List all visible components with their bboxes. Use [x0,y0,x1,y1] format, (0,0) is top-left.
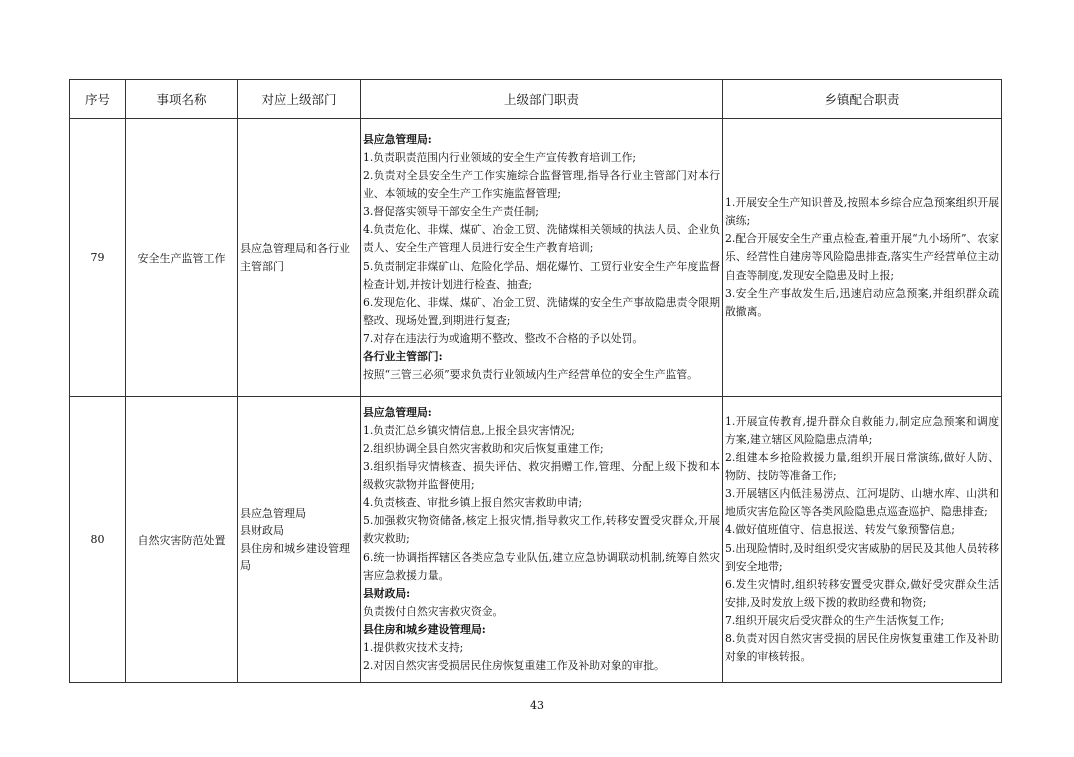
town-duty-item: 2.组建本乡抢险救援力量,组织开展日常演练,做好人防、物防、技防等准备工作; [725,451,999,483]
duty-item: 5.加强救灾物资储备,核定上报灾情,指导救灾工作,转移安置受灾群众,开展救灾救助; [363,514,720,546]
duty-department-heading: 县住房和城乡建设管理局: [363,622,486,636]
duty-item: 负责拨付自然灾害救灾资金。 [363,604,504,618]
town-duty-item: 3.开展辖区内低洼易涝点、江河堤防、山塘水库、山洪和地质灾害危险区等各类风险隐患点巡查巡护、隐患排查; [725,487,999,519]
duty-item: 2.对因自然灾害受损居民住房恢复重建工作及补助对象的审批。 [363,659,665,673]
town-duty-item: 4.做好值班值守、信息报送、转发气象预警信息; [725,523,955,537]
town-duty-item: 2.配合开展安全生产重点检查,着重开展“九小场所”、农家乐、经营性自建房等风险隐患排查,落实生产经营单位主动自查等制度,发现安全隐患及时上报; [725,232,999,282]
town-duties [723,397,1002,683]
header-item: 事项名称 [126,80,238,119]
duty-department-heading: 县应急管理局: [363,405,432,419]
duty-department-heading: 县财政局: [363,586,411,600]
header-dept: 对应上级部门 [238,80,361,119]
duty-item: 3.督促落实领导干部安全生产责任制; [363,205,539,219]
duty-item: 2.组织协调全县自然灾害救助和灾后恢复重建工作; [363,441,604,455]
table-header-row [70,80,1002,119]
header-town-duty: 乡镇配合职责 [723,80,1002,119]
item-name: 安全生产监管工作 [126,119,238,397]
superior-department: 县应急管理局 县财政局 县住房和城乡建设管理局 [238,397,361,683]
duty-table [69,79,1002,683]
duty-item: 按照“三管三必须”要求负责行业领域内生产经营单位的安全生产监管。 [363,368,698,382]
town-duty-item: 8.负责对因自然灾害受损的居民住房恢复重建工作及补助对象的审核转报。 [725,631,999,664]
header-superior-duty: 上级部门职责 [361,80,723,119]
duty-item: 1.负责职责范围内行业领域的安全生产宣传教育培训工作; [363,150,637,164]
town-duty-item: 6.发生灾情时,组织转移安置受灾群众,做好受灾群众生活安排,及时发放上级下拨的救助经费和物资; [725,577,999,609]
town-duty-item: 1.开展安全生产知识普及,按照本乡综合应急预案组织开展演练; [725,196,999,228]
duty-item: 4.负责危化、非煤、煤矿、冶金工贸、洗储煤相关领域的执法人员、企业负责人、安全生产管理人员进行安全生产教育培训; [363,223,720,255]
town-duty-item: 3.安全生产事故发生后,迅速启动应急预案,并组织群众疏散撤离。 [725,286,999,318]
duty-item: 1.负责汇总乡镇灾情信息,上报全县灾害情况; [363,423,575,437]
superior-duties [361,119,723,397]
superior-duties [361,397,723,683]
town-duty-item: 1.开展宣传教育,提升群众自救能力,制定应急预案和调度方案,建立辖区风险隐患点清单; [725,414,999,446]
superior-department: 县应急管理局和各行业主管部门 [238,119,361,397]
table-row [70,119,1002,397]
item-name: 自然灾害防范处置 [126,397,238,683]
town-duties [723,119,1002,397]
duty-department-heading: 各行业主管部门: [363,349,443,363]
duty-item: 6.统一协调指挥辖区各类应急专业队伍,建立应急协调联动机制,统筹自然灾害应急救援力量。 [363,550,720,582]
duty-department-heading: 县应急管理局: [363,132,432,146]
town-duty-item: 7.组织开展灾后受灾群众的生产生活恢复工作; [725,613,945,627]
duty-item: 7.对存在违法行为或逾期不整改、整改不合格的予以处罚。 [363,331,644,345]
header-no: 序号 [70,80,126,119]
town-duty-item: 5.出现险情时,及时组织受灾害威胁的居民及其他人员转移到安全地带; [725,541,999,573]
row-number: 79 [70,119,126,397]
row-number: 80 [70,397,126,683]
duty-item: 5.负责制定非煤矿山、危险化学品、烟花爆竹、工贸行业安全生产年度监督检查计划,并按计划进行检查、抽查; [363,259,720,291]
duty-item: 6.发现危化、非煤、煤矿、冶金工贸、洗储煤的安全生产事故隐患责令限期整改、现场处置,到期进行复查; [363,295,720,327]
table-row [70,397,1002,683]
page-number: 43 [530,699,544,712]
duty-item: 2.负责对全县安全生产工作实施综合监督管理,指导各行业主管部门对本行业、本领域的安全生产工作实施监督管理; [363,169,720,201]
duty-item: 3.组织指导灾情核查、损失评估、救灾捐赠工作,管理、分配上级下拨和本级救灾款物并监督使用; [363,460,720,492]
duty-item: 4.负责核查、审批乡镇上报自然灾害救助申请; [363,496,583,510]
duty-item: 1.提供救灾技术支持; [363,641,464,655]
